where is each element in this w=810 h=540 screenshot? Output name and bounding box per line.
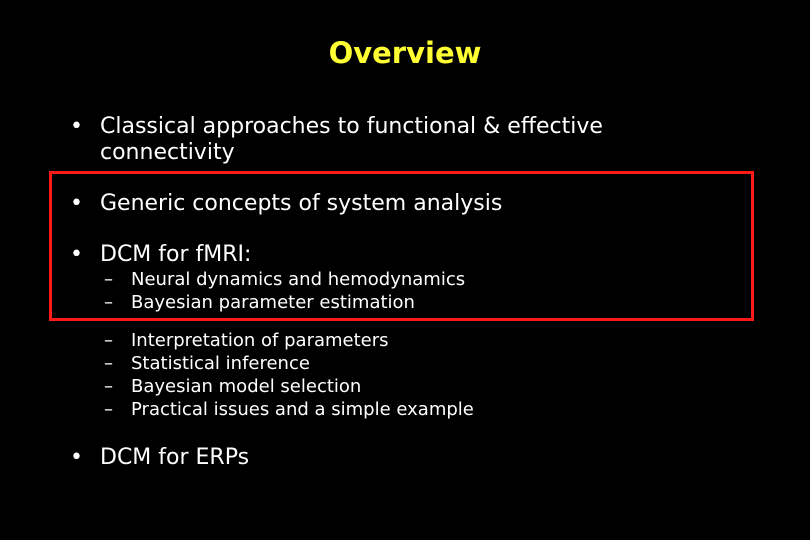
bullet-marker: • bbox=[70, 191, 83, 216]
bullet-text: Generic concepts of system analysis bbox=[100, 191, 503, 216]
dash-marker: – bbox=[104, 399, 113, 420]
subitem-text: Interpretation of parameters bbox=[131, 330, 389, 351]
dash-marker: – bbox=[104, 269, 113, 290]
bullet-marker: • bbox=[70, 445, 83, 470]
subitem-text: Practical issues and a simple example bbox=[131, 399, 474, 420]
bullet-marker: • bbox=[70, 242, 83, 267]
bullet-marker: • bbox=[70, 114, 83, 139]
bullet-text-line: connectivity bbox=[100, 140, 235, 165]
bullet-text bbox=[100, 114, 603, 166]
dash-marker: – bbox=[104, 376, 113, 397]
dash-marker: – bbox=[104, 330, 113, 351]
slide-title: Overview bbox=[328, 36, 482, 70]
dash-marker: – bbox=[104, 353, 113, 374]
subitem-text: Bayesian parameter estimation bbox=[131, 292, 415, 313]
bullet-text-line: Classical approaches to functional & effective bbox=[100, 114, 603, 139]
subitem-text: Neural dynamics and hemodynamics bbox=[131, 269, 466, 290]
bullet-text: DCM for fMRI: bbox=[100, 242, 252, 267]
subitem-text: Bayesian model selection bbox=[131, 376, 362, 397]
subitem-text: Statistical inference bbox=[131, 353, 310, 374]
bullet-text: DCM for ERPs bbox=[100, 445, 250, 470]
dash-marker: – bbox=[104, 292, 113, 313]
